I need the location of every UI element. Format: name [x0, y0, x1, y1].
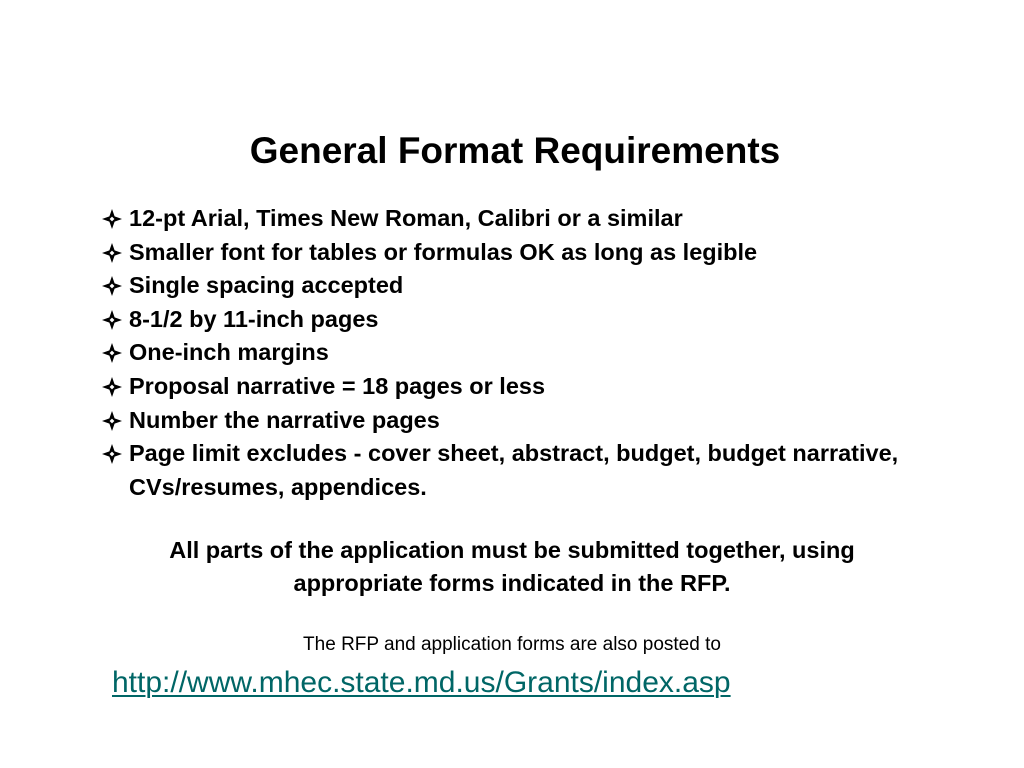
list-item — [101, 336, 1001, 370]
diamond-bullet-icon — [101, 242, 123, 264]
grants-link[interactable]: http://www.mhec.state.md.us/Grants/index.asp — [112, 666, 731, 699]
diamond-bullet-icon — [101, 309, 123, 331]
list-item-text: One-inch margins — [129, 339, 329, 366]
list-item — [101, 269, 1001, 303]
list-item-text: 8-1/2 by 11-inch pages — [129, 305, 379, 332]
list-item — [101, 303, 1001, 337]
list-item-text: 12-pt Arial, Times New Roman, Calibri or a similar — [129, 205, 683, 231]
list-item — [101, 404, 1001, 438]
list-item-text: Page limit excludes - cover sheet, abstract, budget, budget narrative, CVs/resumes, appendices. — [129, 440, 899, 500]
slide-title: General Format Requirements — [249, 130, 781, 171]
list-item — [101, 236, 1001, 270]
diamond-bullet-icon — [101, 275, 123, 297]
submission-note-line: appropriate forms indicated in the RFP. — [293, 570, 731, 596]
submission-note — [0, 534, 1024, 600]
submission-note-line: All parts of the application must be submitted together, using — [169, 537, 855, 563]
diamond-bullet-icon — [101, 443, 123, 465]
diamond-bullet-icon — [101, 410, 123, 432]
diamond-bullet-icon — [101, 342, 123, 364]
list-item-text: Number the narrative pages — [129, 406, 440, 433]
list-item — [101, 370, 1001, 404]
diamond-bullet-icon — [101, 376, 123, 398]
list-item-text: Single spacing accepted — [129, 272, 404, 299]
posted-note: The RFP and application forms are also posted to — [303, 634, 721, 655]
list-item-text: Smaller font for tables or formulas OK as long as legible — [129, 238, 758, 265]
requirements-list — [101, 202, 1001, 504]
list-item-text: Proposal narrative = 18 pages or less — [129, 372, 546, 399]
list-item — [101, 202, 1001, 236]
diamond-bullet-icon — [101, 208, 123, 230]
list-item — [101, 437, 1001, 504]
